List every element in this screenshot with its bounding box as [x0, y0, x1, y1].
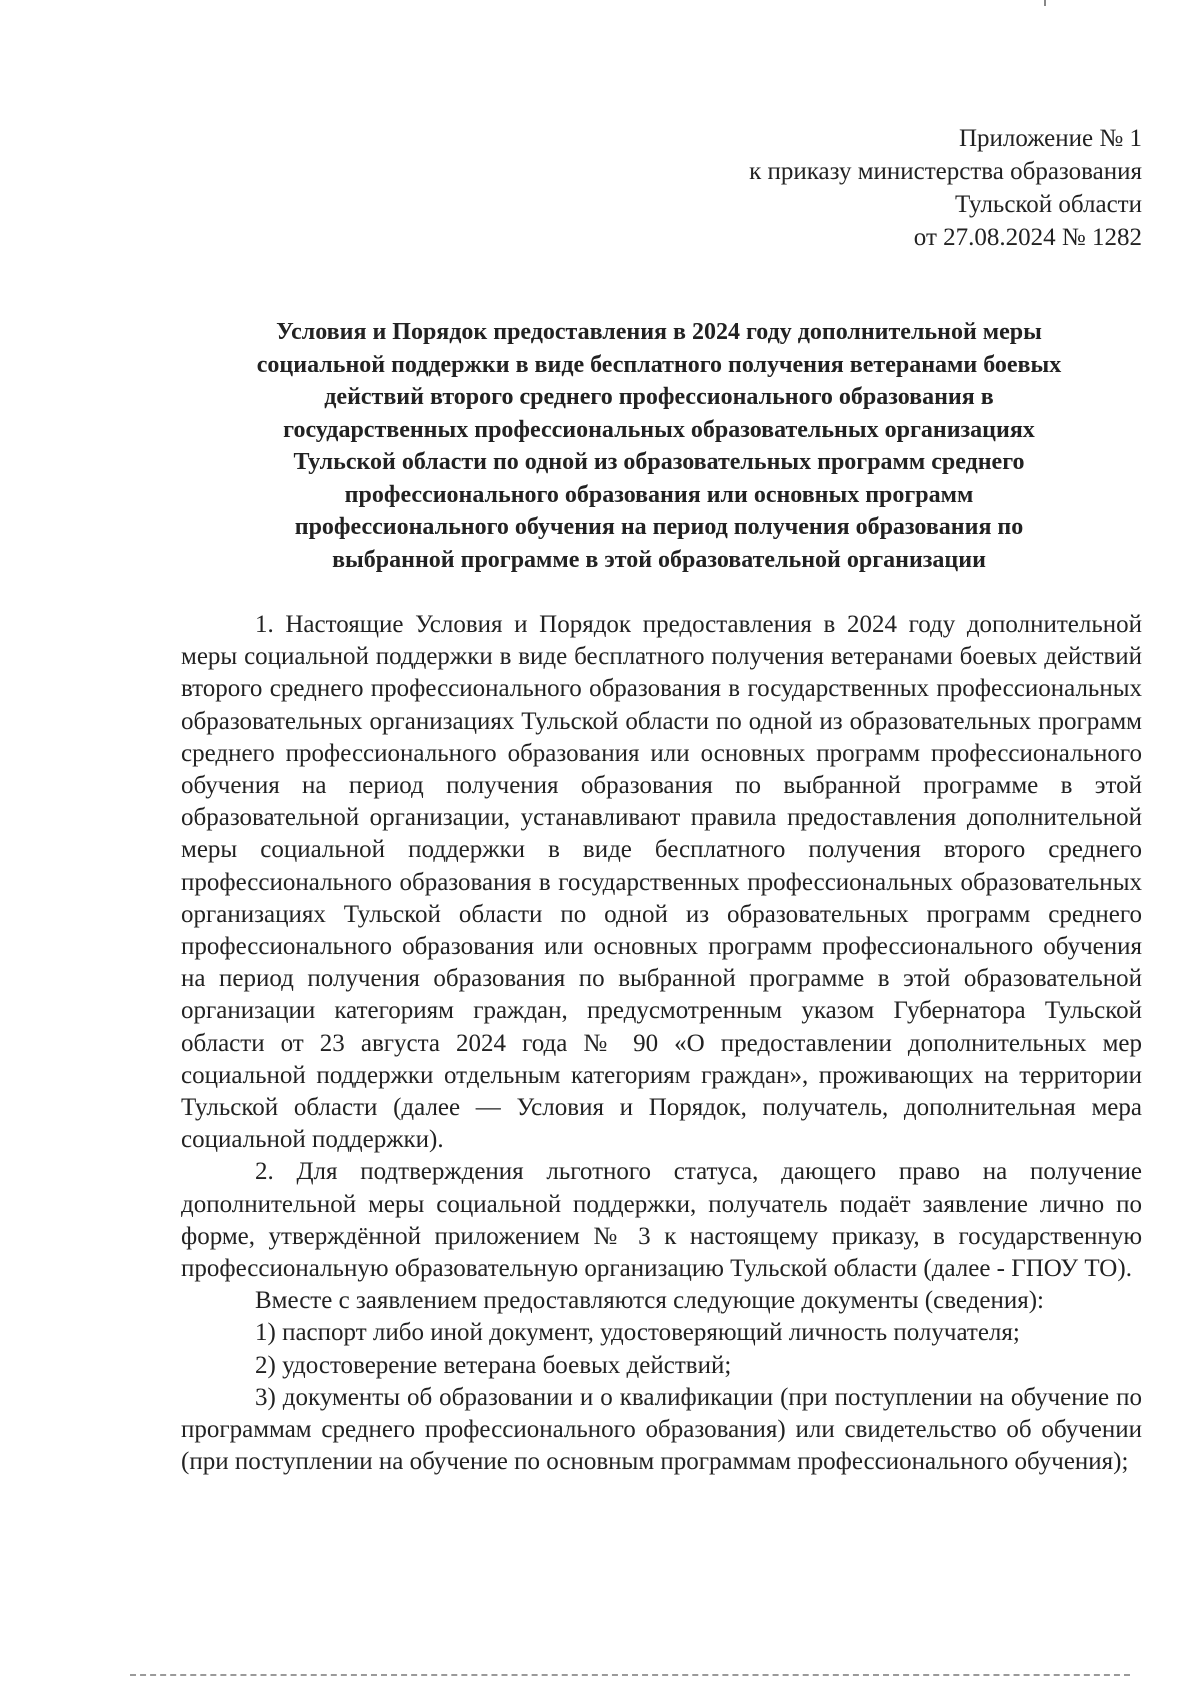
document-title	[175, 316, 1143, 576]
annex-order-ref: к приказу министерства образования	[749, 158, 1142, 185]
title-line: профессионального обучения на период получения образования по	[294, 514, 1024, 540]
title-line: профессионального образования или основных программ	[344, 481, 974, 508]
scan-bottom-edge	[130, 1674, 1130, 1676]
list-item-veteran-certificate: 2) удостоверение ветерана боевых действий;	[255, 1351, 732, 1379]
scan-mark	[1044, 0, 1046, 6]
annex-region: Тульской области	[955, 191, 1142, 218]
title-line: Тульской области по одной из образовательных программ среднего	[293, 449, 1025, 475]
title-line: выбранной программе в этой образовательной организации	[332, 546, 986, 573]
annex-header	[622, 122, 1142, 254]
document-body	[181, 609, 1142, 1478]
paragraph-2: 2. Для подтверждения льготного статуса, дающего право на получение дополнительной меры социальной поддержки, получатель подаёт заявление лично по форме, утверждённой приложением № 3 к настоящему приказу, в государственную профессиональную образовательную организацию Тульской области (далее - ГПОУ ТО).	[181, 1158, 1142, 1283]
documents-intro: Вместе с заявлением предоставляются следующие документы (сведения):	[255, 1287, 1045, 1315]
list-item-education-documents: 3) документы об образовании и о квалификации (при поступлении на обучение по программам среднего профессионального образования) или свидетельство об обучении (при поступлении на обучение по основным программам профессионального обучения);	[181, 1383, 1142, 1476]
annex-number: Приложение № 1	[958, 125, 1142, 152]
title-line: Условия и Порядок предоставления в 2024 году дополнительной меры	[276, 319, 1042, 345]
list-item-passport: 1) паспорт либо иной документ, удостоверяющий личность получателя;	[255, 1319, 1020, 1347]
paragraph-1: 1. Настоящие Условия и Порядок предоставления в 2024 году дополнительной меры социальной поддержки в виде бесплатного получения ветеранами боевых действий второго среднего профессионального образования в государственных профессиональных образовательных организациях Тульской области по одной из образовательных программ среднего профессионального образования или основных программ профессионального обучения на период получения образования по выбранной программе в этой образовательной организации, устанавливают правила предоставления дополнительной меры социальной поддержки в виде бесплатного получения второго среднего профессионального образования в государственных профессиональных образовательных организациях Тульской области по одной из образовательных программ среднего профессионального образования или основных программ профессионального обучения на период получения образования по выбранной программе в этой образовательной организации категориям граждан, предусмотренным указом Губернатора Тульской области от 23 августа 2024 года № 90 «О предоставлении дополнительных мер социальной поддержки отдельным категориям граждан», проживающих на территории Тульской области (далее — Условия и Порядок, получатель, дополнительная мера социальной поддержки).	[181, 611, 1142, 1154]
title-line: действий второго среднего профессионального образования в	[324, 384, 994, 410]
title-line: государственных профессиональных образовательных организациях	[283, 416, 1035, 443]
annex-date-number: от 27.08.2024 № 1282	[913, 224, 1142, 251]
title-line: социальной поддержки в виде бесплатного получения ветеранами боевых	[256, 351, 1062, 378]
